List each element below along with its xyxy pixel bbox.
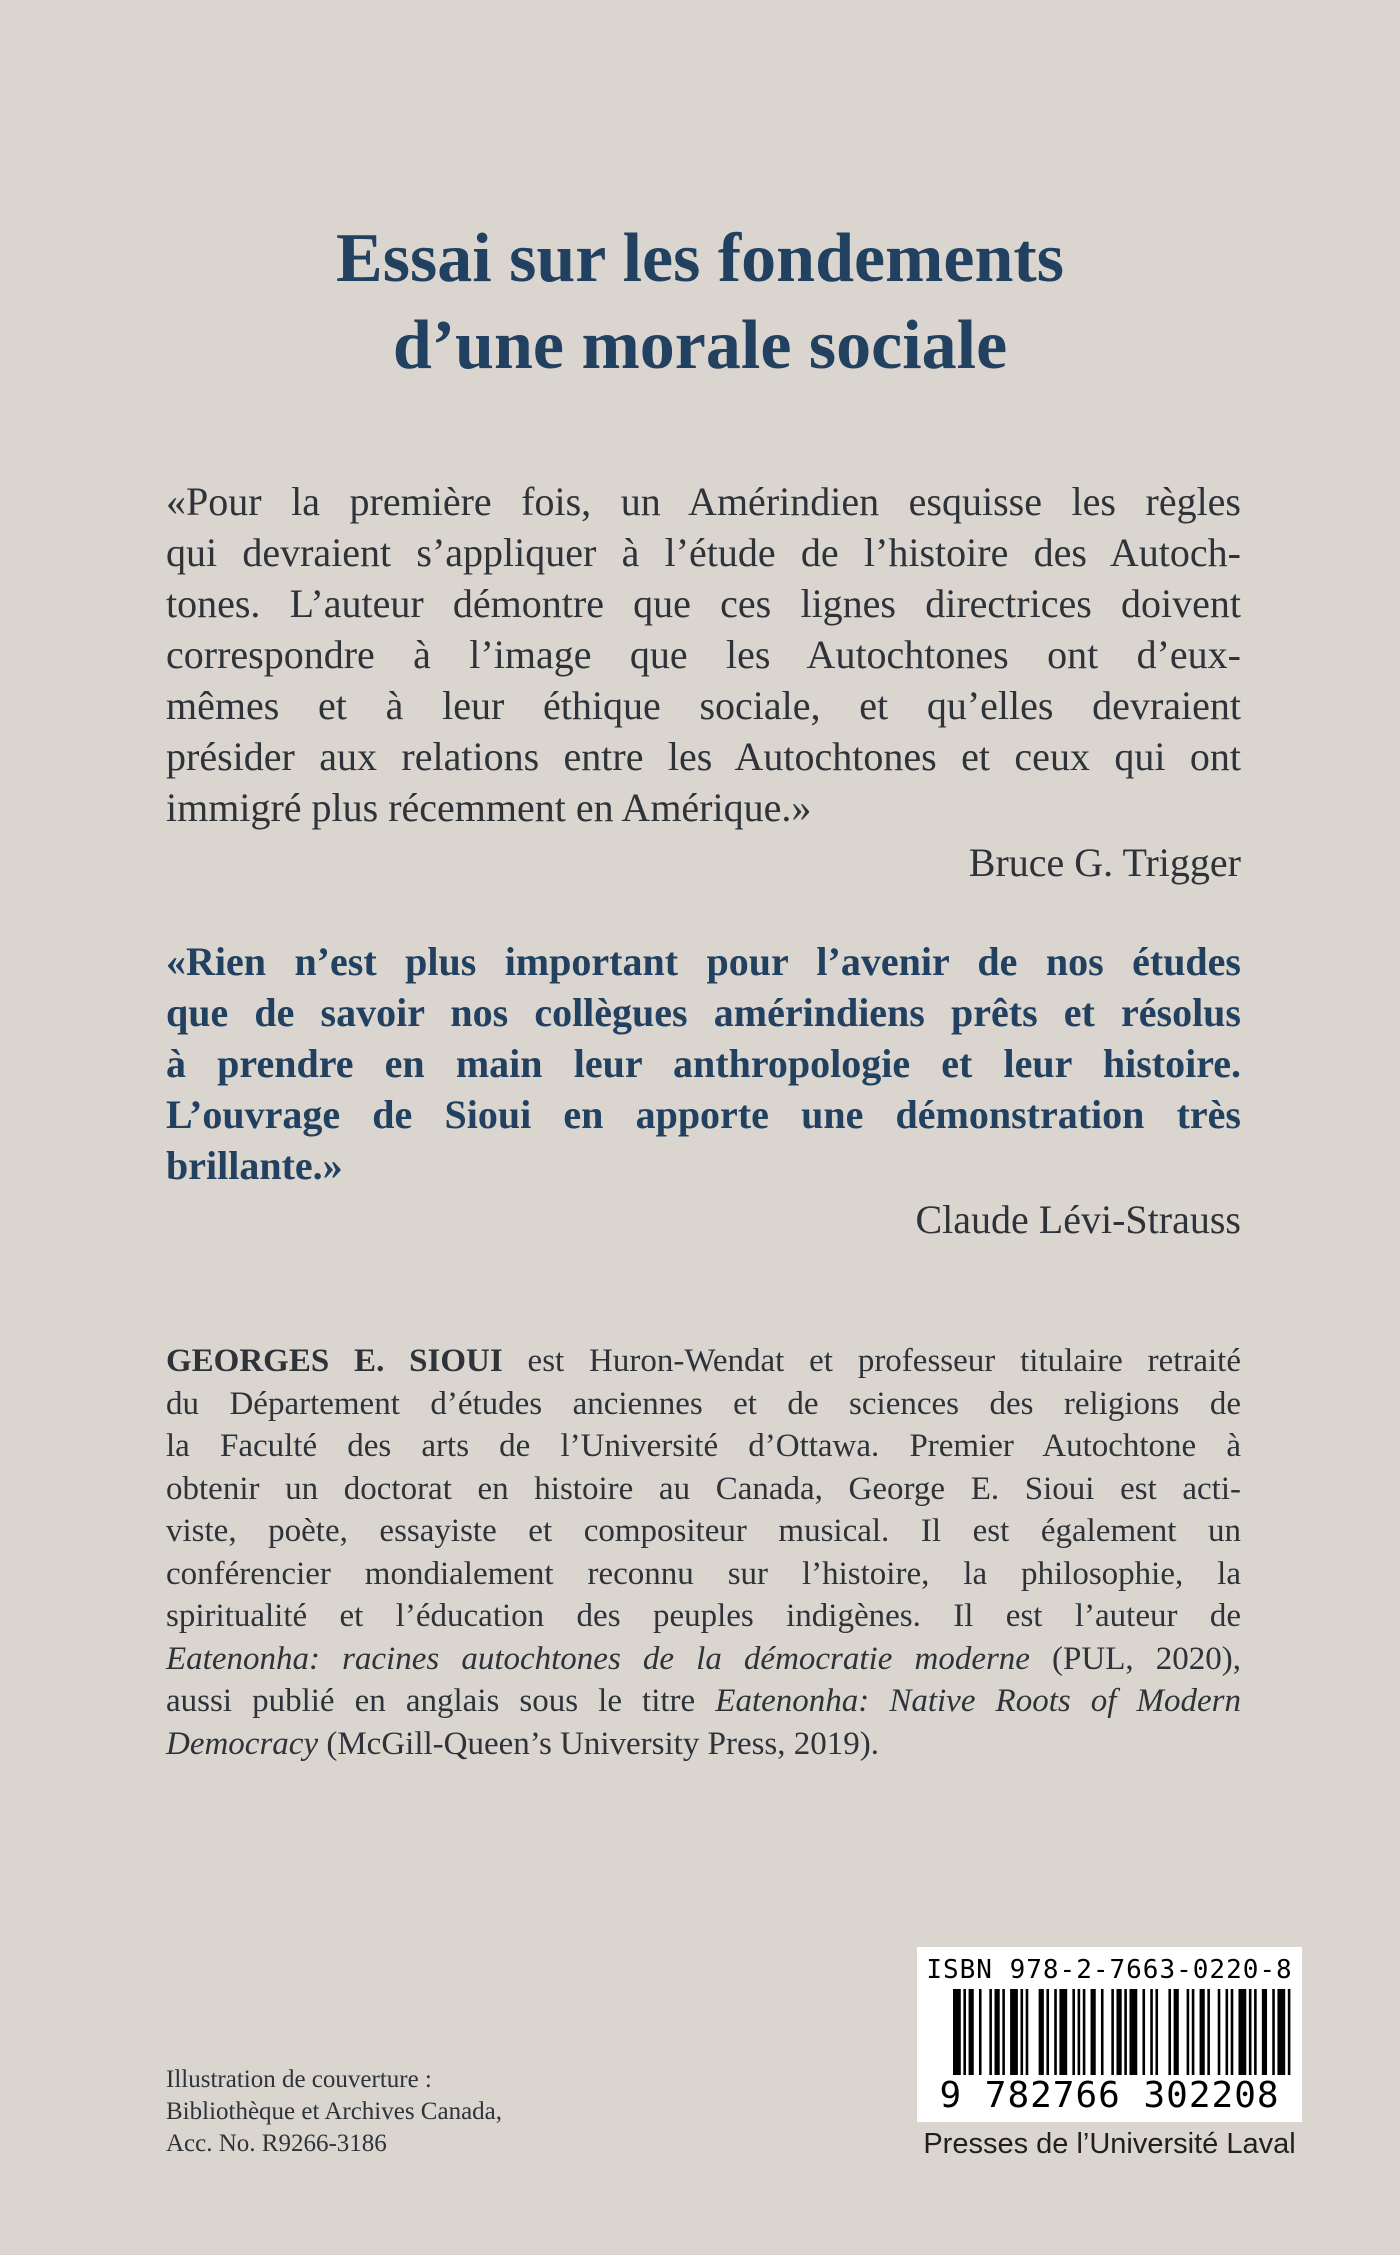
barcode-bar xyxy=(1083,1989,1086,2075)
quote-trigger xyxy=(166,476,1241,833)
barcode-bar xyxy=(1078,1989,1081,2075)
book-title-fr: Eatenonha: racines autochtones de la démocratie moderne xyxy=(166,1640,1030,1677)
barcode-bar xyxy=(1039,1989,1044,2075)
barcode-bar xyxy=(1192,1989,1195,2075)
bio-line xyxy=(166,1340,1241,1383)
bio-line10-text: (McGill-Queen’s University Press, 2019). xyxy=(318,1725,880,1762)
quote-levi-strauss xyxy=(166,936,1241,1191)
barcode-bar xyxy=(953,1989,961,2075)
barcode-bar xyxy=(1288,1989,1291,2075)
quote1-line: présider aux relations entre les Autochtones et ceux qui ont xyxy=(166,734,1241,779)
barcode-bar xyxy=(1262,1989,1267,2075)
barcode-bar xyxy=(963,1989,966,2075)
barcode-bar xyxy=(1111,1989,1114,2075)
credit-line: Illustration de couverture : xyxy=(166,2066,432,2093)
barcode-bar xyxy=(1168,1989,1171,2075)
barcode-bar xyxy=(1059,1989,1067,2075)
barcode-bar xyxy=(1129,1989,1137,2075)
bio-line xyxy=(166,1723,1241,1766)
barcode-bar xyxy=(1054,1989,1057,2075)
barcode-bar xyxy=(1254,1989,1257,2075)
barcode-bar xyxy=(1207,1989,1210,2075)
barcode-bar xyxy=(1117,1989,1122,2075)
quote2-line: brillante.» xyxy=(166,1143,343,1188)
barcode-bar xyxy=(995,1989,1000,2075)
credit-line: Bibliothèque et Archives Canada, xyxy=(166,2098,503,2125)
barcode-bar xyxy=(1218,1989,1221,2075)
barcode-bar xyxy=(1155,1989,1158,2075)
quote1-line: qui devraient s’appliquer à l’étude de l’histoire des Autoch- xyxy=(166,530,1241,575)
barcode-bar xyxy=(1277,1989,1285,2075)
barcode-bar xyxy=(969,1989,974,2075)
author-biography xyxy=(166,1340,1241,1765)
quote2-line: L’ouvrage de Sioui en apporte une démonstration très xyxy=(166,1092,1241,1137)
quote1-line: correspondre à l’image que les Autochtones ont d’eux- xyxy=(166,632,1241,677)
bio-line9-text: aussi publié en anglais sous le titre xyxy=(166,1683,716,1719)
barcode-bar xyxy=(1231,1989,1234,2075)
barcode-bar xyxy=(1200,1989,1205,2075)
book-title-en-end: Democracy xyxy=(166,1725,319,1762)
bio-line: viste, poète, essayiste et compositeur musical. Il est également un xyxy=(166,1513,1241,1549)
quote2-line: à prendre en main leur anthropologie et leur histoire. xyxy=(166,1041,1241,1086)
quote1-line: immigré plus récemment en Amérique.» xyxy=(166,785,812,830)
quote2-line: que de savoir nos collègues amérindiens prêts et résolus xyxy=(166,990,1241,1035)
barcode-bar xyxy=(979,1989,982,2075)
ean-digits: 9 782766 302208 xyxy=(939,2075,1280,2116)
barcode-bar xyxy=(1010,1989,1018,2075)
barcode-bar xyxy=(1124,1989,1127,2075)
barcode-bar xyxy=(1174,1989,1179,2075)
barcode-bar xyxy=(1046,1989,1049,2075)
book-title xyxy=(0,215,1400,389)
barcode-bar xyxy=(1101,1989,1104,2075)
bio-line: la Faculté des arts de l’Université d’Ottawa. Premier Autochtone à xyxy=(166,1428,1241,1464)
isbn-label: ISBN 978-2-7663-0220-8 xyxy=(926,1955,1293,1985)
barcode-bar xyxy=(1072,1989,1075,2075)
cover-credit xyxy=(166,2064,502,2160)
bio-author-name: GEORGES E. SIOUI xyxy=(166,1343,503,1379)
bio-line8-text: (PUL, 2020), xyxy=(1029,1640,1241,1677)
bio-line: obtenir un doctorat en histoire au Canada, George E. Sioui est acti- xyxy=(166,1470,1241,1507)
bio-line: spiritualité et l’éducation des peuples indigènes. Il est l’auteur de xyxy=(166,1598,1241,1634)
quote2-author: Claude Lévi-Strauss xyxy=(915,1197,1241,1242)
barcode-bar xyxy=(1142,1989,1145,2075)
barcode-bar xyxy=(1020,1989,1023,2075)
credit-line: Acc. No. R9266-3186 xyxy=(166,2130,387,2157)
publisher-name: Presses de l’Université Laval xyxy=(923,2128,1296,2160)
quote2-line: «Rien n’est plus important pour l’avenir de nos études xyxy=(166,939,1241,984)
barcode-bar xyxy=(1002,1989,1005,2075)
barcode-bars xyxy=(953,1989,1293,2084)
bio-line xyxy=(166,1638,1241,1681)
barcode-bar xyxy=(1026,1989,1029,2075)
quote1-author: Bruce G. Trigger xyxy=(968,840,1241,885)
bio-line xyxy=(166,1680,1241,1723)
bio-line: conférencier mondialement reconnu sur l’histoire, la philosophie, la xyxy=(166,1555,1241,1592)
barcode-bar xyxy=(1249,1989,1252,2075)
quote1-line: tones. L’auteur démontre que ces lignes directrices doivent xyxy=(166,581,1241,626)
title-line-2: d’une morale sociale xyxy=(392,307,1008,384)
bio-line: du Département d’études anciennes et de sciences des religions de xyxy=(166,1385,1241,1422)
title-line-1: Essai sur les fondements xyxy=(336,220,1064,297)
barcode-bar xyxy=(1272,1989,1275,2075)
bio-line1-text: est Huron-Wendat et professeur titulaire retraité xyxy=(502,1343,1242,1379)
barcode-bar xyxy=(989,1989,992,2075)
barcode-bar xyxy=(1150,1989,1153,2075)
quote1-line: mêmes et à leur éthique sociale, et qu’elles devraient xyxy=(166,683,1241,728)
barcode-bar xyxy=(1238,1989,1246,2075)
isbn-barcode xyxy=(917,1947,1302,2122)
book-title-en: Eatenonha: Native Roots of Modern xyxy=(715,1683,1242,1719)
barcode-bar xyxy=(1226,1989,1229,2075)
quote1-line: «Pour la première fois, un Amérindien esquisse les règles xyxy=(166,479,1241,524)
barcode-bar xyxy=(1091,1989,1096,2075)
barcode-bar xyxy=(1187,1989,1190,2075)
